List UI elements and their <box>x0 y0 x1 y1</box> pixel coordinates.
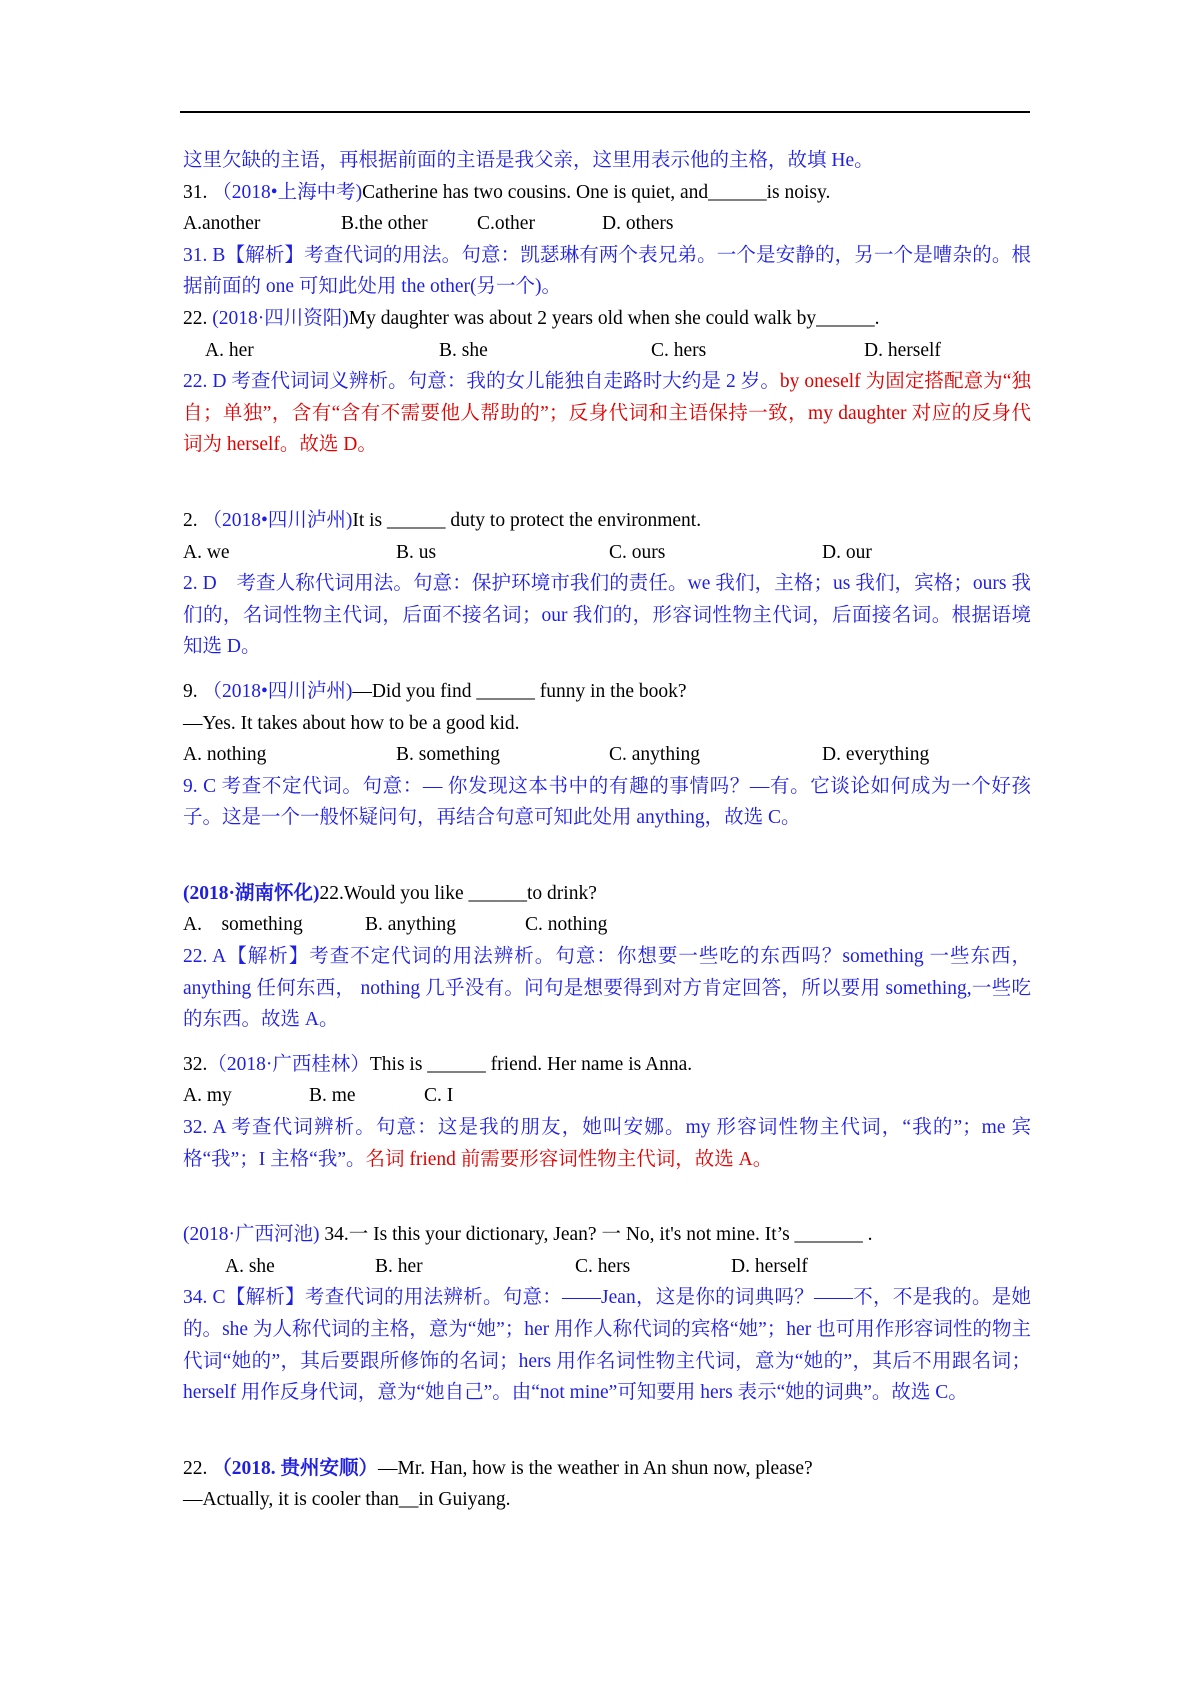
spacer <box>183 1036 1031 1049</box>
option-b: B. her <box>375 1255 423 1277</box>
document-body <box>183 145 1031 1516</box>
option-b: B. something <box>396 744 501 766</box>
explanation-blue: 22. D 考查代词词义辨析。句意：我的女儿能独自走路时大约是 2 岁。 <box>183 371 780 393</box>
question-number: 2. <box>183 509 203 531</box>
option-d: D. herself <box>731 1255 808 1277</box>
question-22-huaihua <box>183 878 1031 910</box>
question-number: 22. <box>183 1457 213 1479</box>
option-b: B.the other <box>341 213 428 235</box>
option-a: A.another <box>183 213 261 235</box>
question-2 <box>183 505 1031 537</box>
spacer <box>183 1175 1031 1219</box>
question-34-explanation: 34. C【解析】考查代词的用法辨析。句意：——Jean，这是你的词典吗？——不，不是我的。是她的。she 为人称代词的主格，意为“她”；her 用作人称代词的宾格“她”；her 也可用作形容词性的物主代词“她的”，其后要跟所修饰的名词；hers 用作名词性物主代词，意为“她的”，其后不用跟名词；herself 用作反身代词，意为“她自己”。由“not mine”可知要用 hers 表示“她的词典”。故选 C。 <box>183 1287 1031 1404</box>
question-source: （2018. 贵州安顺） <box>212 1457 379 1479</box>
question-stem: 34.一 Is this your dictionary, Jean? 一 No, it's not mine. It’s _______ . <box>319 1224 873 1246</box>
option-a: A. we <box>183 541 230 563</box>
question-22-ziyang-options <box>183 335 1031 367</box>
option-d: D. herself <box>864 339 941 361</box>
option-b: B. us <box>396 541 437 563</box>
question-number: 32. <box>183 1053 208 1075</box>
question-34 <box>183 1219 1031 1251</box>
option-c: C. ours <box>609 541 666 563</box>
spacer <box>183 461 1031 505</box>
question-31-explanation: 31. B【解析】考查代词的用法。句意：凯瑟琳有两个表兄弟。一个是安静的，另一个是嘈杂的。根据前面的 one 可知此处用 the other(另一个)。 <box>183 244 1031 298</box>
spacer <box>183 834 1031 878</box>
spacer <box>183 1409 1031 1453</box>
option-c: C. hers <box>651 339 707 361</box>
question-22-ziyang <box>183 303 1031 335</box>
question-number: 22. <box>183 307 213 329</box>
question-stem: —Did you find ______ funny in the book? <box>352 680 687 702</box>
option-d: D. everything <box>822 744 930 766</box>
header-rule <box>180 111 1030 113</box>
question-9-stem-2: —Yes. It takes about how to be a good kid. <box>183 712 520 734</box>
question-stem: My daughter was about 2 years old when she could walk by______. <box>348 307 880 329</box>
question-9-options <box>183 739 1031 771</box>
option-b: B. she <box>439 339 488 361</box>
option-a: A. nothing <box>183 744 267 766</box>
question-32-explanation <box>183 1112 1031 1175</box>
question-32 <box>183 1049 1031 1081</box>
question-stem: 22.Would you like ______to drink? <box>319 882 597 904</box>
question-source: （2018•四川泸州) <box>202 509 353 531</box>
question-2-explanation: 2. D 考查人称代词用法。句意：保护环境市我们的责任。we 我们，主格；us 我们，宾格；ours 我们的，名词性物主代词，后面不接名词；our 我们的，形容词性物主代词，后面接名词。根据语境知选 D。 <box>183 573 1031 658</box>
option-c: C. hers <box>575 1255 631 1277</box>
question-number: 31. <box>183 181 213 203</box>
question-9 <box>183 676 1031 708</box>
option-c: C. I <box>424 1085 454 1107</box>
explanation-continued: 这里欠缺的主语，再根据前面的主语是我父亲，这里用表示他的主格，故填 He。 <box>183 150 874 171</box>
question-9-explanation: 9. C 考查不定代词。句意：— 你发现这本书中的有趣的事情吗？—有。它谈论如何成为一个好孩子。这是一个一般怀疑问句，再结合句意可知此处用 anything，故选 C。 <box>183 775 1031 829</box>
option-c: C. nothing <box>525 914 608 936</box>
question-22-huaihua-explanation: 22. A【解析】考查不定代词的用法辨析。句意：你想要一些吃的东西吗？something 一些东西，anything 任何东西， nothing 几乎没有。问句是想要得到对方肯定回答，所以要用 something,一些吃的东西。故选 A。 <box>183 946 1031 1031</box>
spacer <box>183 663 1031 676</box>
option-c: C.other <box>477 213 535 235</box>
question-number: 9. <box>183 680 203 702</box>
question-source: （2018·广西桂林） <box>207 1053 370 1075</box>
question-31-options <box>183 208 1031 240</box>
question-source: (2018·四川资阳) <box>212 307 349 329</box>
question-stem: This is ______ friend. Her name is Anna. <box>369 1053 693 1075</box>
option-a: A. she <box>225 1255 275 1277</box>
question-source: （2018•四川泸州) <box>202 680 353 702</box>
question-source: （2018•上海中考) <box>212 181 363 203</box>
option-d: D. our <box>822 541 872 563</box>
question-32-options <box>183 1080 1031 1112</box>
option-b: B. anything <box>365 914 456 936</box>
question-2-options <box>183 537 1031 569</box>
question-source: (2018·广西河池) <box>183 1224 320 1246</box>
question-22-anshun-stem-2: —Actually, it is cooler than__in Guiyang. <box>183 1489 511 1511</box>
question-31 <box>183 177 1031 209</box>
explanation-red: by oneself 为固定搭配意为“独自；单独”，含有“含有不需要他人帮助的”；反身代词和主语保持一致，my daughter 对应的反身代词为 herself。故选 D。 <box>183 371 1031 456</box>
question-22-anshun <box>183 1453 1031 1485</box>
question-stem: Catherine has two cousins. One is quiet, and______is noisy. <box>362 181 831 203</box>
question-stem: It is ______ duty to protect the environment. <box>352 509 702 531</box>
option-d: D. others <box>602 213 674 235</box>
question-22-huaihua-options <box>183 909 1031 941</box>
explanation-blue: 32. A 考查代词辨析。句意：这是我的朋友，她叫安娜。my 形容词性物主代词，“我的”；me 宾格“我”；I 主格“我”。 <box>183 1117 1031 1170</box>
question-22-ziyang-explanation <box>183 366 1031 461</box>
option-c: C. anything <box>609 744 700 766</box>
explanation-red: 名词 friend 前需要形容词性物主代词，故选 A。 <box>365 1148 773 1170</box>
option-b: B. me <box>309 1085 356 1107</box>
option-a: A. my <box>183 1085 232 1107</box>
option-a: A. something <box>183 914 303 936</box>
question-34-options <box>183 1251 1031 1283</box>
option-a: A. her <box>205 339 254 361</box>
question-source: (2018·湖南怀化) <box>183 882 320 904</box>
question-stem: —Mr. Han, how is the weather in An shun now, please? <box>378 1457 813 1479</box>
